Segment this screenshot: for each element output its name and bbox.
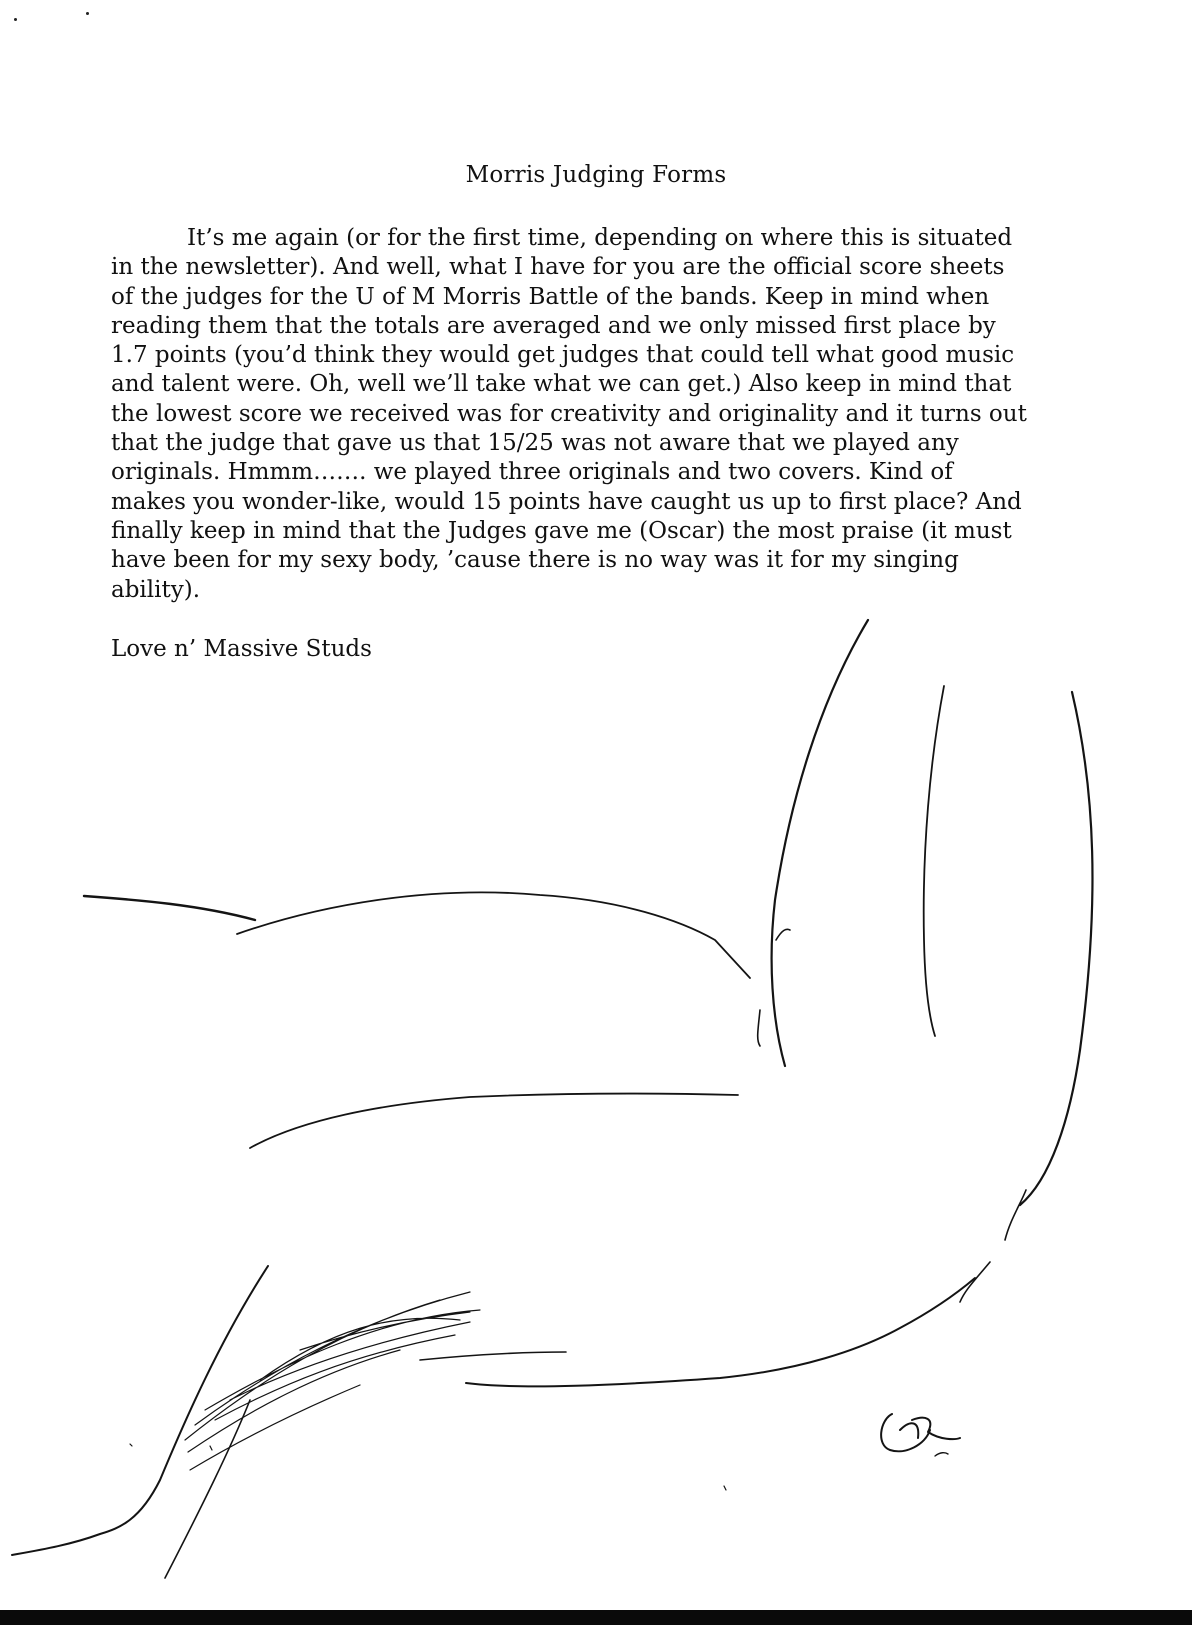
sketch-hatching bbox=[185, 1292, 480, 1470]
body-paragraph: It’s me again (or for the first time, depending on where this is situated in the newsletter). And well, what I have for you are the official score sheets of the judges for the U of M Morris Battle of the bands. Keep in mind when reading them that the totals are averaged and we only missed first place by 1.7 points (you’d think they would get judges that could tell what good music and talent were. Oh, well we’ll take what we can get.) Also keep in mind that the lowest score we received was for creativity and originality and it turns out that the judge that gave us that 15/25 was not aware that we played any originals. Hmmm……. we played three originals and two covers. Kind of makes you wonder-like, would 15 points have caught us up to first place? And finally keep in mind that the Judges gave me (Oscar) the most praise (it must have been for my sexy body, ’cause there is no way was it for my singing ability). bbox=[111, 225, 1027, 603]
sketch-stroke bbox=[12, 1266, 268, 1555]
sketch-stroke bbox=[935, 1453, 948, 1456]
sketch-stroke bbox=[960, 1262, 990, 1302]
sketch-stroke bbox=[1020, 692, 1092, 1205]
scan-edge-bar bbox=[0, 1610, 1192, 1625]
sketch-stroke bbox=[758, 1010, 760, 1046]
sketch-stroke bbox=[237, 892, 750, 978]
sketch-stroke bbox=[881, 1414, 960, 1451]
sketch-stroke bbox=[420, 1352, 566, 1360]
sketch-stroke bbox=[776, 929, 790, 940]
sketch-stroke bbox=[1005, 1190, 1026, 1240]
sketch-stroke bbox=[84, 896, 255, 920]
sketch-stroke bbox=[165, 1400, 250, 1578]
page-title: Morris Judging Forms bbox=[465, 162, 727, 188]
sketch-stroke bbox=[924, 686, 944, 1036]
sketch-stroke bbox=[466, 1278, 975, 1386]
signoff-line: Love n’ Massive Studs bbox=[111, 636, 372, 662]
sketch-stroke bbox=[772, 620, 868, 1066]
sketch-stroke bbox=[250, 1094, 738, 1148]
